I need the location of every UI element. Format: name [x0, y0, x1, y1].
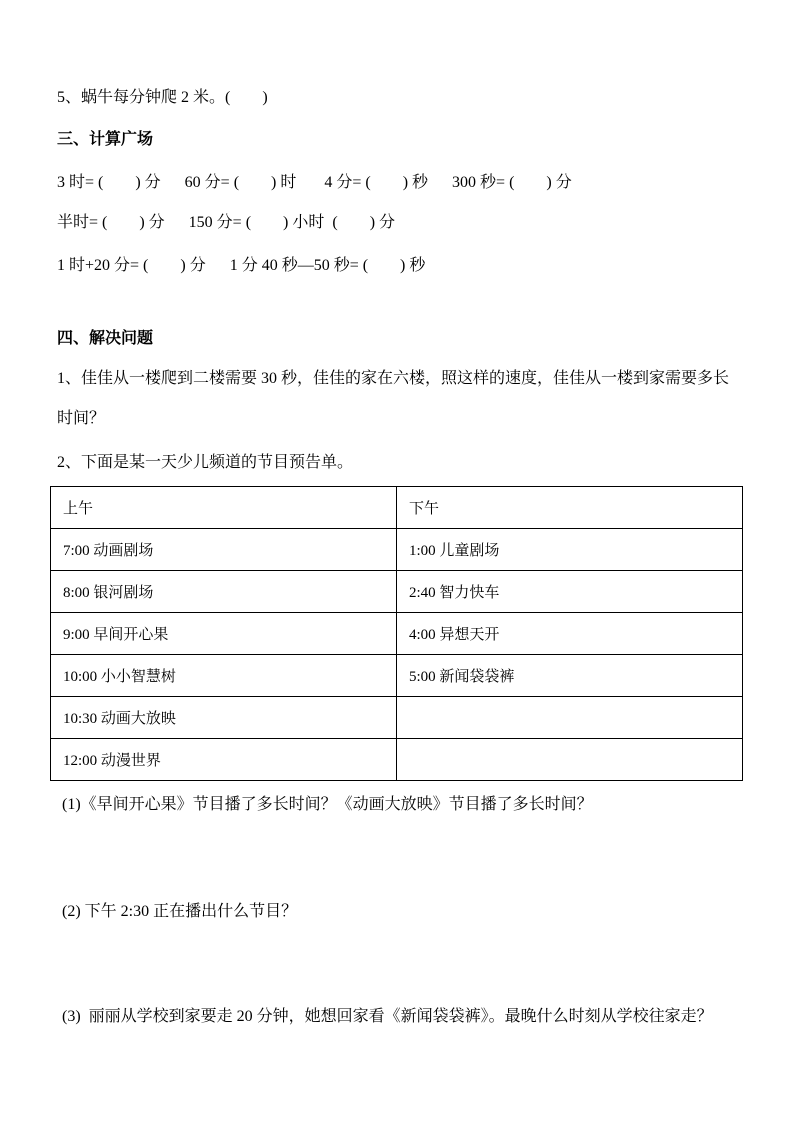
table-cell: 7:00 动画剧场 — [51, 529, 397, 571]
table-row — [51, 697, 743, 739]
table-cell: 2:40 智力快车 — [397, 571, 743, 613]
table-row — [51, 655, 743, 697]
table-header-morning: 上午 — [51, 487, 397, 529]
table-row — [51, 571, 743, 613]
tv-schedule-table — [50, 486, 743, 781]
calc-line-2: 半时= ( ) 分 150 分= ( ) 小时 ( ) 分 — [57, 214, 396, 231]
sub-question-1: (1)《早间开心果》节目播了多长时间？《动画大放映》节目播了多长时间？ — [62, 796, 593, 813]
table-cell — [397, 697, 743, 739]
table-cell: 5:00 新闻袋袋裤 — [397, 655, 743, 697]
table-cell: 1:00 儿童剧场 — [397, 529, 743, 571]
table-header-afternoon: 下午 — [397, 487, 743, 529]
calc-line-1: 3 时= ( ) 分 60 分= ( ) 时 4 分= ( ) 秒 300 秒= ( ) 分 — [57, 174, 572, 191]
section-4-heading: 四、解决问题 — [57, 330, 154, 347]
table-row — [51, 613, 743, 655]
question-5: 5、蜗牛每分钟爬 2 米。( ) — [57, 89, 268, 106]
table-cell: 4:00 异想天开 — [397, 613, 743, 655]
table-cell: 10:30 动画大放映 — [51, 697, 397, 739]
question-2-intro: 2、下面是某一天少儿频道的节目预告单。 — [57, 454, 354, 471]
section-3-heading: 三、计算广场 — [57, 131, 154, 148]
table-row — [51, 739, 743, 781]
table-cell — [397, 739, 743, 781]
table-cell: 12:00 动漫世界 — [51, 739, 397, 781]
calc-line-3: 1 时+20 分= ( ) 分 1 分 40 秒—50 秒= ( ) 秒 — [57, 257, 426, 274]
sub-question-3: (3) 丽丽从学校到家要走 20 分钟，她想回家看《新闻袋袋裤》。最晚什么时刻从学校往家走？ — [62, 1008, 713, 1025]
sub-question-2: (2) 下午 2:30 正在播出什么节目？ — [62, 903, 298, 920]
table-header-row — [51, 487, 743, 529]
table-row — [51, 529, 743, 571]
question-1: 1、佳佳从一楼爬到二楼需要 30 秒，佳佳的家在六楼，照这样的速度，佳佳从一楼到家需要多长时间？ — [57, 370, 730, 427]
table-cell: 8:00 银河剧场 — [51, 571, 397, 613]
table-cell: 9:00 早间开心果 — [51, 613, 397, 655]
table-cell: 10:00 小小智慧树 — [51, 655, 397, 697]
